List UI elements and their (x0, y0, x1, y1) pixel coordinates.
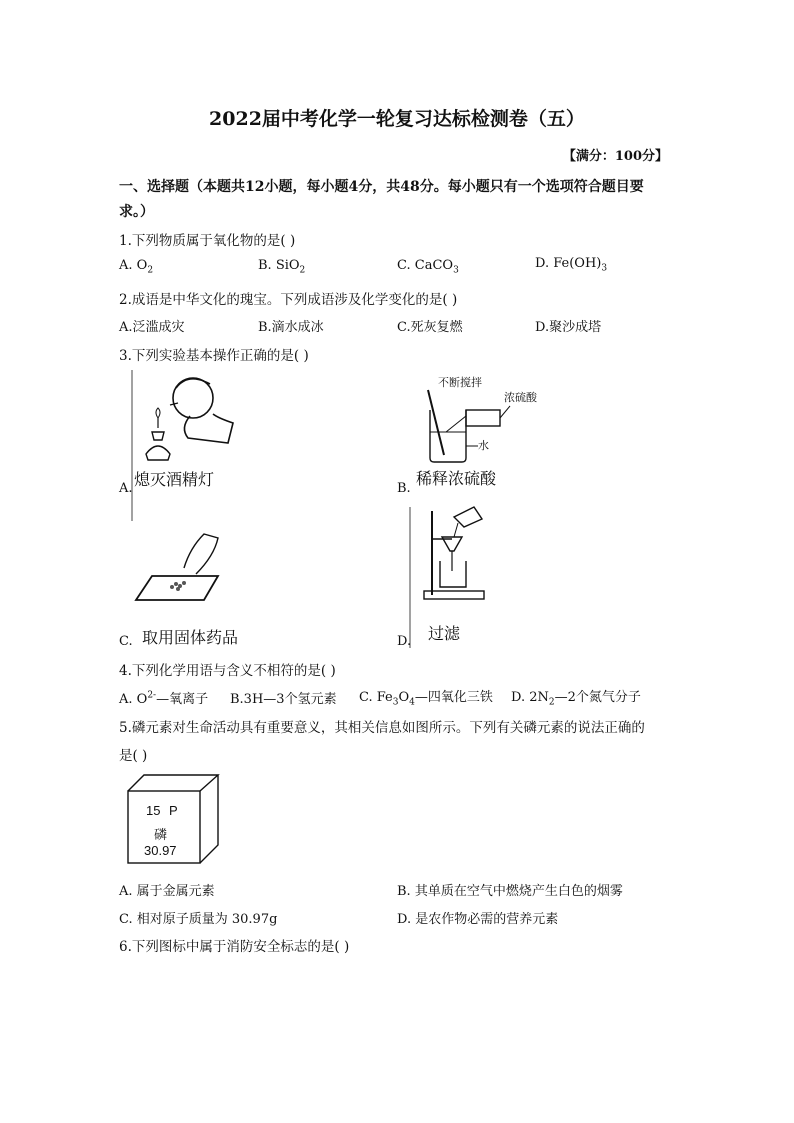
q3-a-figure (118, 368, 248, 523)
q3-b-label-acid: 浓硫酸 (504, 391, 537, 404)
q1-option-b: B. SiO$_2$ (258, 258, 306, 276)
q3-c-figure (130, 528, 230, 608)
take-solid-illustration (130, 528, 230, 608)
q3-a-caption: 熄灭酒精灯 (134, 470, 215, 489)
element-name: 磷 (154, 828, 168, 843)
q4-stem: 4.下列化学用语与含义不相符的是( ) (119, 663, 336, 679)
q5-option-d: D. 是农作物必需的营养元素 (397, 912, 559, 927)
q2-option-c: C.死灰复燃 (397, 320, 463, 335)
q3-a-letter: A. (119, 481, 133, 496)
q4-option-c: C. $Fe_3O_4—$四氧化三铁 (359, 690, 493, 708)
q4-option-d: D. $2N_2—2$个氮气分子 (511, 690, 641, 708)
q1-option-a: A. $O_2$ (119, 258, 154, 276)
q1-option-d: D. $Fe(OH)_3$ (535, 256, 608, 274)
blow-out-lamp-illustration (118, 368, 248, 523)
q3-d-letter: D. (397, 634, 412, 649)
page-title: 2022届中考化学一轮复习达标检测卷（五） (209, 108, 585, 130)
q3-b-label-stir: 不断搅拌 (438, 376, 482, 389)
q3-b-letter: B. (397, 481, 411, 496)
q5-stem-line1: 5.磷元素对生命活动具有重要意义，其相关信息如图所示。下列有关磷元素的说法正确的 (119, 720, 645, 736)
q1-option-c: C. CaCO$_3$ (397, 258, 459, 276)
q4-option-b: B.3H—3个氢元素 (230, 692, 337, 707)
q1-stem: 1.下列物质属于氧化物的是( ) (119, 233, 296, 249)
q5-option-a: A. 属于金属元素 (119, 884, 215, 899)
q5-option-c: C. 相对原子质量为 30.97g (119, 912, 278, 927)
q3-c-caption: 取用固体药品 (142, 628, 239, 647)
element-mass: 30.97 (144, 843, 177, 858)
q3-c-letter: C. (119, 634, 133, 649)
q3-b-label-water: 水 (478, 439, 489, 452)
section-heading-line1: 一、选择题（本题共12小题，每小题4分，共48分。每小题只有一个选项符合题目要 (119, 179, 644, 195)
q3-stem: 3.下列实验基本操作正确的是( ) (119, 348, 309, 364)
element-symbol: P (169, 803, 178, 818)
q2-option-d: D.聚沙成塔 (535, 320, 602, 335)
element-atomic-number: 15 (146, 803, 161, 818)
q6-stem: 6.下列图标中属于消防安全标志的是( ) (119, 939, 350, 955)
q4-option-a: A. $O^{2-}—$氧离子 (119, 690, 209, 707)
q3-d-caption: 过滤 (428, 624, 461, 643)
q5-option-b: B. 其单质在空气中燃烧产生白色的烟雾 (397, 884, 623, 899)
q2-stem: 2.成语是中华文化的瑰宝。下列成语涉及化学变化的是( ) (119, 292, 458, 308)
section-heading-line2: 求。） (119, 204, 154, 220)
q2-option-a: A.泛滥成灾 (119, 320, 185, 335)
q3-b-caption: 稀释浓硫酸 (416, 469, 497, 488)
q2-option-b: B.滴水成冰 (258, 320, 324, 335)
q5-stem-line2: 是( ) (119, 748, 148, 764)
full-score: 【满分：100分】 (562, 149, 668, 164)
